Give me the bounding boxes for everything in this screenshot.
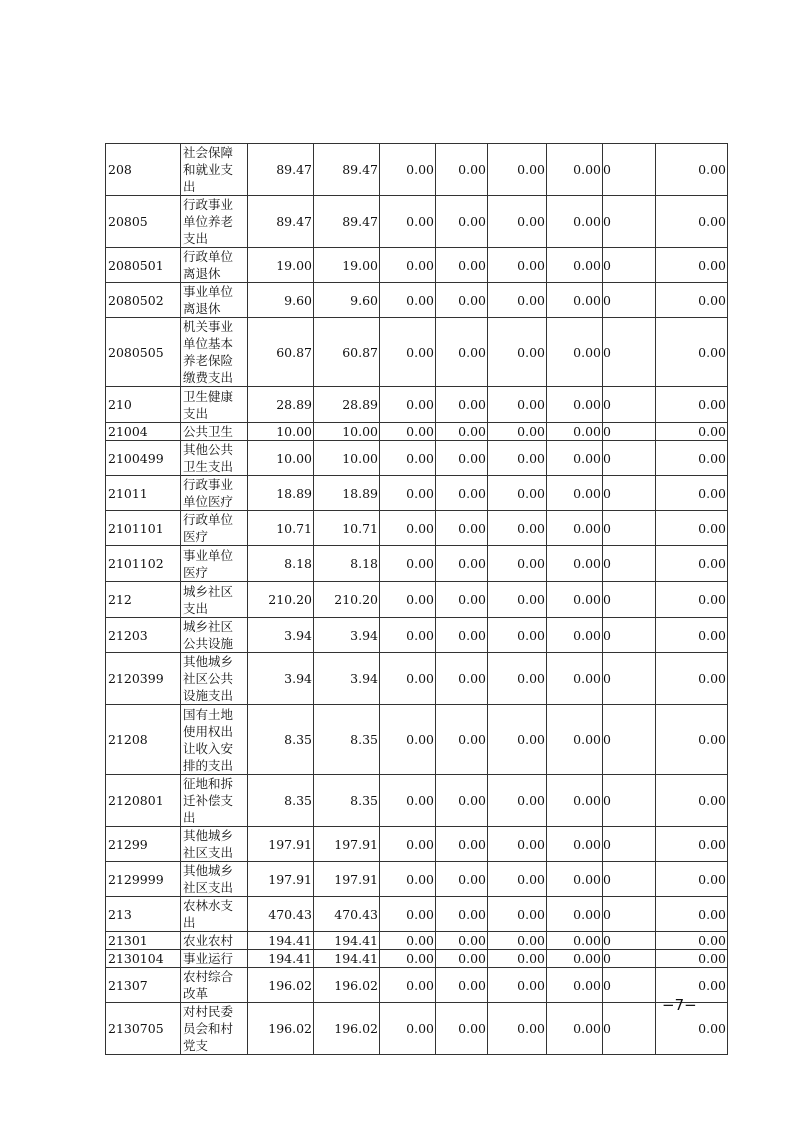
cell-value: 0.00 [547,653,603,705]
cell-code: 21307 [106,968,181,1003]
cell-value: 194.41 [314,950,380,968]
cell-value: 0.00 [436,897,488,932]
cell-value: 0.00 [436,827,488,862]
cell-value: 0.00 [488,511,547,546]
cell-value: 0.00 [656,618,728,653]
table-row [106,144,728,196]
cell-value: 470.43 [248,897,314,932]
cell-value: 0.00 [488,546,547,582]
cell-code: 2080505 [106,318,181,387]
cell-value: 10.00 [314,423,380,441]
cell-value: 0.00 [488,897,547,932]
table-row [106,423,728,441]
cell-value: 0.00 [656,950,728,968]
cell-value: 10.00 [248,423,314,441]
table-row [106,968,728,1003]
cell-value: 0.00 [488,423,547,441]
cell-value: 0 [603,950,656,968]
cell-value: 10.71 [314,511,380,546]
cell-value: 197.91 [314,827,380,862]
cell-value: 194.41 [248,932,314,950]
cell-code: 208 [106,144,181,196]
cell-value: 0.00 [656,705,728,775]
cell-code: 2130104 [106,950,181,968]
cell-value: 0.00 [547,932,603,950]
cell-value: 0.00 [380,441,436,476]
cell-value: 197.91 [248,862,314,897]
cell-value: 18.89 [314,476,380,511]
cell-value: 0.00 [656,827,728,862]
cell-value: 18.89 [248,476,314,511]
cell-value: 0.00 [488,441,547,476]
table-row [106,248,728,283]
cell-value: 0 [603,546,656,582]
cell-value: 0.00 [547,582,603,618]
cell-value: 0 [603,862,656,897]
cell-value: 0.00 [656,476,728,511]
table-row [106,511,728,546]
cell-value: 0.00 [656,144,728,196]
cell-value: 0.00 [436,705,488,775]
table-row [106,318,728,387]
cell-name: 卫生健康支出 [181,387,248,423]
cell-value: 0 [603,144,656,196]
cell-value: 0.00 [436,618,488,653]
cell-value: 0.00 [380,1003,436,1055]
cell-value: 3.94 [314,618,380,653]
cell-code: 21011 [106,476,181,511]
cell-value: 60.87 [314,318,380,387]
table-row [106,441,728,476]
cell-value: 196.02 [248,968,314,1003]
cell-code: 212 [106,582,181,618]
cell-value: 0.00 [436,511,488,546]
cell-value: 0.00 [488,144,547,196]
cell-value: 0.00 [436,653,488,705]
cell-code: 2100499 [106,441,181,476]
cell-value: 89.47 [248,144,314,196]
cell-value: 0.00 [380,968,436,1003]
cell-value: 0.00 [656,196,728,248]
cell-value: 0.00 [547,897,603,932]
cell-name: 其他公共卫生支出 [181,441,248,476]
cell-value: 8.35 [248,775,314,827]
cell-value: 9.60 [248,283,314,318]
table-row [106,932,728,950]
cell-value: 0.00 [488,196,547,248]
cell-value: 0.00 [436,476,488,511]
cell-value: 0.00 [547,618,603,653]
cell-name: 国有土地使用权出让收入安排的支出 [181,705,248,775]
cell-value: 0.00 [436,248,488,283]
cell-value: 470.43 [314,897,380,932]
cell-value: 0.00 [656,387,728,423]
cell-value: 0.00 [656,582,728,618]
cell-name: 事业运行 [181,950,248,968]
cell-name: 行政事业单位养老支出 [181,196,248,248]
cell-value: 0.00 [547,283,603,318]
cell-name: 机关事业单位基本养老保险缴费支出 [181,318,248,387]
cell-value: 0.00 [656,423,728,441]
cell-value: 19.00 [248,248,314,283]
cell-value: 0.00 [380,950,436,968]
cell-code: 21203 [106,618,181,653]
cell-value: 8.18 [314,546,380,582]
cell-code: 21208 [106,705,181,775]
cell-value: 0.00 [380,318,436,387]
cell-value: 0.00 [380,144,436,196]
cell-value: 0.00 [656,511,728,546]
cell-value: 0 [603,318,656,387]
cell-value: 197.91 [314,862,380,897]
table-row [106,653,728,705]
cell-code: 21004 [106,423,181,441]
cell-name: 行政单位医疗 [181,511,248,546]
cell-name: 行政单位离退休 [181,248,248,283]
cell-value: 0.00 [436,196,488,248]
table-row [106,283,728,318]
cell-value: 0.00 [547,248,603,283]
table-row [106,827,728,862]
cell-value: 0 [603,441,656,476]
cell-code: 210 [106,387,181,423]
cell-value: 0.00 [488,950,547,968]
cell-value: 0.00 [380,582,436,618]
cell-value: 0 [603,827,656,862]
cell-name: 农林水支出 [181,897,248,932]
cell-value: 0 [603,196,656,248]
cell-code: 2080501 [106,248,181,283]
cell-value: 0.00 [488,387,547,423]
cell-code: 21299 [106,827,181,862]
cell-value: 0.00 [380,775,436,827]
cell-value: 0.00 [547,441,603,476]
cell-value: 0.00 [380,546,436,582]
table-row [106,950,728,968]
table-row [106,1003,728,1055]
cell-name: 其他城乡社区支出 [181,862,248,897]
cell-value: 10.71 [248,511,314,546]
cell-value: 0.00 [380,932,436,950]
cell-value: 0 [603,582,656,618]
table-row [106,862,728,897]
cell-value: 0.00 [547,423,603,441]
cell-value: 8.35 [314,775,380,827]
cell-value: 196.02 [314,968,380,1003]
cell-name: 事业单位离退休 [181,283,248,318]
table-row [106,387,728,423]
table-body [106,144,728,1055]
cell-value: 0.00 [380,423,436,441]
cell-code: 2101102 [106,546,181,582]
table-row [106,618,728,653]
cell-value: 0.00 [488,705,547,775]
cell-value: 0 [603,897,656,932]
cell-value: 0 [603,932,656,950]
cell-value: 9.60 [314,283,380,318]
cell-value: 0.00 [436,423,488,441]
cell-value: 0.00 [380,862,436,897]
cell-value: 0.00 [488,968,547,1003]
table-row [106,705,728,775]
cell-value: 0.00 [436,441,488,476]
cell-value: 0.00 [380,476,436,511]
cell-value: 0 [603,387,656,423]
cell-value: 0.00 [656,775,728,827]
cell-value: 0.00 [380,511,436,546]
cell-value: 8.35 [314,705,380,775]
cell-value: 89.47 [314,144,380,196]
cell-value: 0.00 [380,196,436,248]
cell-name: 其他城乡社区公共设施支出 [181,653,248,705]
cell-value: 0.00 [436,775,488,827]
cell-code: 2120801 [106,775,181,827]
cell-value: 0 [603,476,656,511]
cell-name: 社会保障和就业支出 [181,144,248,196]
cell-value: 0.00 [436,582,488,618]
cell-value: 0.00 [547,705,603,775]
cell-name: 事业单位医疗 [181,546,248,582]
cell-value: 0.00 [547,775,603,827]
cell-value: 196.02 [248,1003,314,1055]
cell-value: 0.00 [547,476,603,511]
cell-value: 0.00 [380,897,436,932]
cell-value: 0.00 [488,653,547,705]
cell-value: 89.47 [248,196,314,248]
cell-value: 197.91 [248,827,314,862]
cell-value: 0.00 [488,932,547,950]
cell-value: 210.20 [248,582,314,618]
cell-value: 0.00 [488,283,547,318]
table-row [106,775,728,827]
cell-value: 0.00 [488,476,547,511]
table-row [106,476,728,511]
cell-value: 0.00 [656,441,728,476]
cell-value: 0.00 [547,144,603,196]
cell-value: 0.00 [436,546,488,582]
cell-value: 0.00 [380,283,436,318]
cell-name: 农业农村 [181,932,248,950]
cell-value: 0.00 [380,705,436,775]
cell-value: 0.00 [488,248,547,283]
cell-value: 0.00 [380,653,436,705]
cell-value: 0.00 [436,318,488,387]
cell-value: 0.00 [547,318,603,387]
cell-value: 0 [603,705,656,775]
cell-value: 0.00 [656,932,728,950]
cell-value: 28.89 [248,387,314,423]
cell-code: 20805 [106,196,181,248]
cell-value: 0.00 [488,318,547,387]
cell-value: 0.00 [436,932,488,950]
cell-value: 10.00 [248,441,314,476]
cell-code: 213 [106,897,181,932]
cell-value: 28.89 [314,387,380,423]
cell-value: 0.00 [547,387,603,423]
cell-value: 0 [603,511,656,546]
cell-value: 0 [603,1003,656,1055]
cell-value: 0 [603,653,656,705]
cell-value: 0.00 [656,653,728,705]
cell-value: 0.00 [547,196,603,248]
cell-value: 0.00 [436,862,488,897]
cell-value: 0.00 [436,387,488,423]
cell-value: 194.41 [314,932,380,950]
cell-value: 0.00 [488,775,547,827]
table-row [106,196,728,248]
cell-value: 0.00 [380,248,436,283]
cell-value: 8.35 [248,705,314,775]
cell-value: 0.00 [436,968,488,1003]
cell-value: 0.00 [547,546,603,582]
cell-value: 3.94 [314,653,380,705]
cell-value: 0 [603,775,656,827]
cell-value: 0.00 [656,897,728,932]
cell-value: 3.94 [248,653,314,705]
cell-code: 21301 [106,932,181,950]
cell-name: 对村民委员会和村党支 [181,1003,248,1055]
cell-value: 3.94 [248,618,314,653]
cell-name: 其他城乡社区支出 [181,827,248,862]
cell-value: 8.18 [248,546,314,582]
cell-value: 0.00 [656,248,728,283]
cell-value: 0.00 [436,144,488,196]
cell-value: 0.00 [488,582,547,618]
table-row [106,897,728,932]
cell-value: 0 [603,968,656,1003]
cell-name: 城乡社区支出 [181,582,248,618]
cell-value: 0.00 [380,827,436,862]
cell-value: 0.00 [547,827,603,862]
cell-value: 0.00 [656,546,728,582]
cell-value: 0.00 [488,1003,547,1055]
cell-code: 2120399 [106,653,181,705]
cell-value: 89.47 [314,196,380,248]
cell-name: 公共卫生 [181,423,248,441]
cell-value: 0.00 [656,968,728,1003]
page-number: −7− [662,996,697,1014]
cell-value: 210.20 [314,582,380,618]
cell-code: 2080502 [106,283,181,318]
cell-value: 0.00 [488,827,547,862]
cell-value: 0.00 [436,1003,488,1055]
cell-value: 0.00 [656,1003,728,1055]
cell-value: 0.00 [656,862,728,897]
cell-value: 0.00 [488,862,547,897]
cell-value: 0 [603,283,656,318]
table-row [106,546,728,582]
cell-name: 行政事业单位医疗 [181,476,248,511]
cell-value: 0.00 [656,283,728,318]
cell-code: 2129999 [106,862,181,897]
cell-value: 0.00 [656,318,728,387]
cell-value: 0.00 [488,618,547,653]
cell-value: 0.00 [436,950,488,968]
cell-value: 194.41 [248,950,314,968]
cell-code: 2101101 [106,511,181,546]
cell-value: 0.00 [547,1003,603,1055]
budget-table [105,143,728,1055]
cell-code: 2130705 [106,1003,181,1055]
cell-name: 城乡社区公共设施 [181,618,248,653]
cell-name: 农村综合改革 [181,968,248,1003]
cell-value: 0.00 [436,283,488,318]
cell-value: 0.00 [547,862,603,897]
cell-value: 0 [603,248,656,283]
cell-value: 0.00 [380,387,436,423]
cell-value: 0 [603,423,656,441]
cell-value: 10.00 [314,441,380,476]
cell-value: 0.00 [547,950,603,968]
cell-value: 0.00 [380,618,436,653]
cell-value: 60.87 [248,318,314,387]
cell-value: 0.00 [547,968,603,1003]
cell-value: 196.02 [314,1003,380,1055]
cell-value: 19.00 [314,248,380,283]
cell-value: 0.00 [547,511,603,546]
cell-value: 0 [603,618,656,653]
cell-name: 征地和拆迁补偿支出 [181,775,248,827]
table-row [106,582,728,618]
